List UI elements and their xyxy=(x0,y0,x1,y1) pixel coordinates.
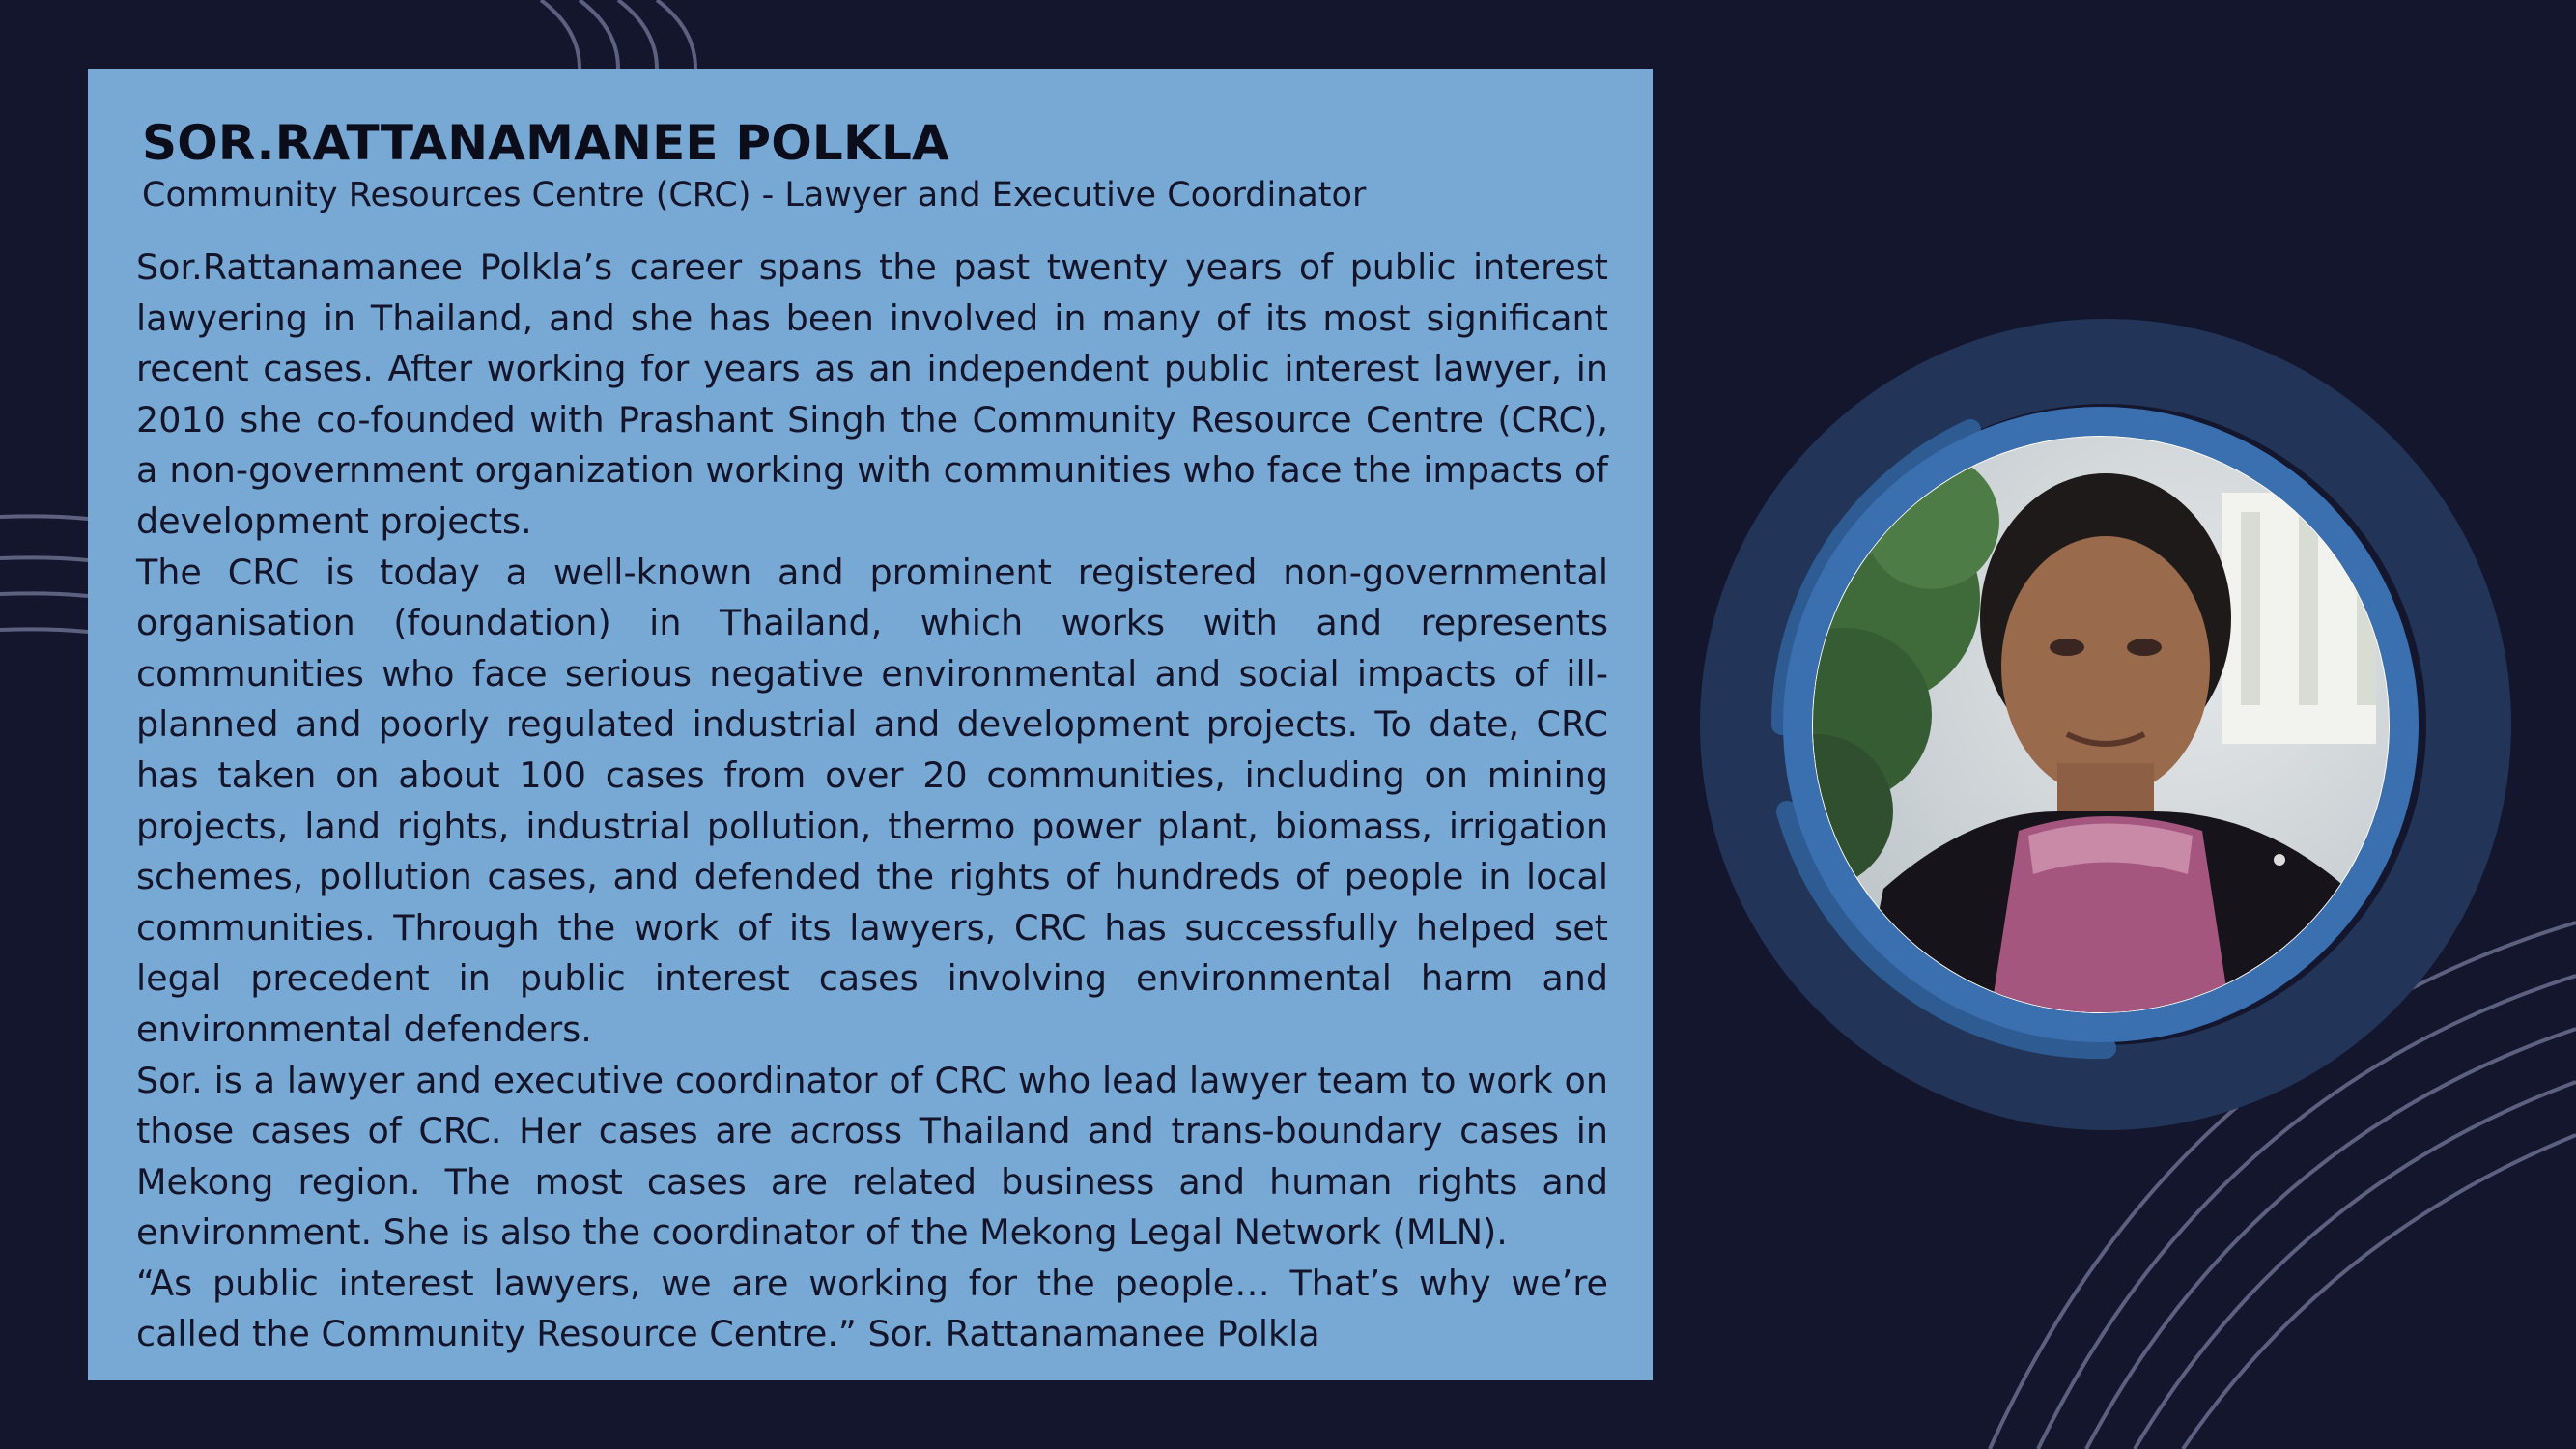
speaker-name: SOR.RATTANAMANEE POLKLA xyxy=(142,115,949,171)
bio-paragraph-1: Sor.Rattanamanee Polkla’s career spans the past twenty years of public interest lawyering in Thailand, and she has been involved in many of its most significant recent cases. After working for years as an independent public interest lawyer, in 2010 she co-founded with Prashant Singh the Community Resource Centre (CRC), a non-government organization working with communities who face the impacts of development projects. xyxy=(136,246,1608,542)
bio-quote: “As public interest lawyers, we are working for the people… That’s why we’re called the Community Resource Centre.” Sor. Rattanamanee Polkla xyxy=(136,1262,1608,1355)
speaker-role: Community Resources Centre (CRC) - Lawyer and Executive Coordinator xyxy=(142,176,1367,214)
speaker-photo-frame xyxy=(1681,309,2531,1159)
speaker-portrait-icon xyxy=(1681,309,2531,1159)
bio-paragraph-2: The CRC is today a well-known and prominent registered non-governmental organisation (foundation) in Thailand, which works with and represents communities who face serious negative environmental and social impacts of ill-planned and poorly regulated industrial and development projects. To date, CRC has taken on about 100 cases from over 20 communities, including on mining projects, land rights, industrial pollution, thermo power plant, biomass, irrigation schemes, pollution cases, and defended the rights of hundreds of people in local communities. Through the work of its lawyers, CRC has successfully helped set legal precedent in public interest cases involving environmental harm and environmental defenders. xyxy=(136,551,1608,1050)
bio-paragraph-3: Sor. is a lawyer and executive coordinator of CRC who lead lawyer team to work on those cases of CRC. Her cases are across Thailand and trans-boundary cases in Mekong region. The most cases are related business and human rights and environment. She is also the coordinator of the Mekong Legal Network (MLN). xyxy=(136,1059,1608,1254)
bio-panel xyxy=(88,69,1653,1380)
